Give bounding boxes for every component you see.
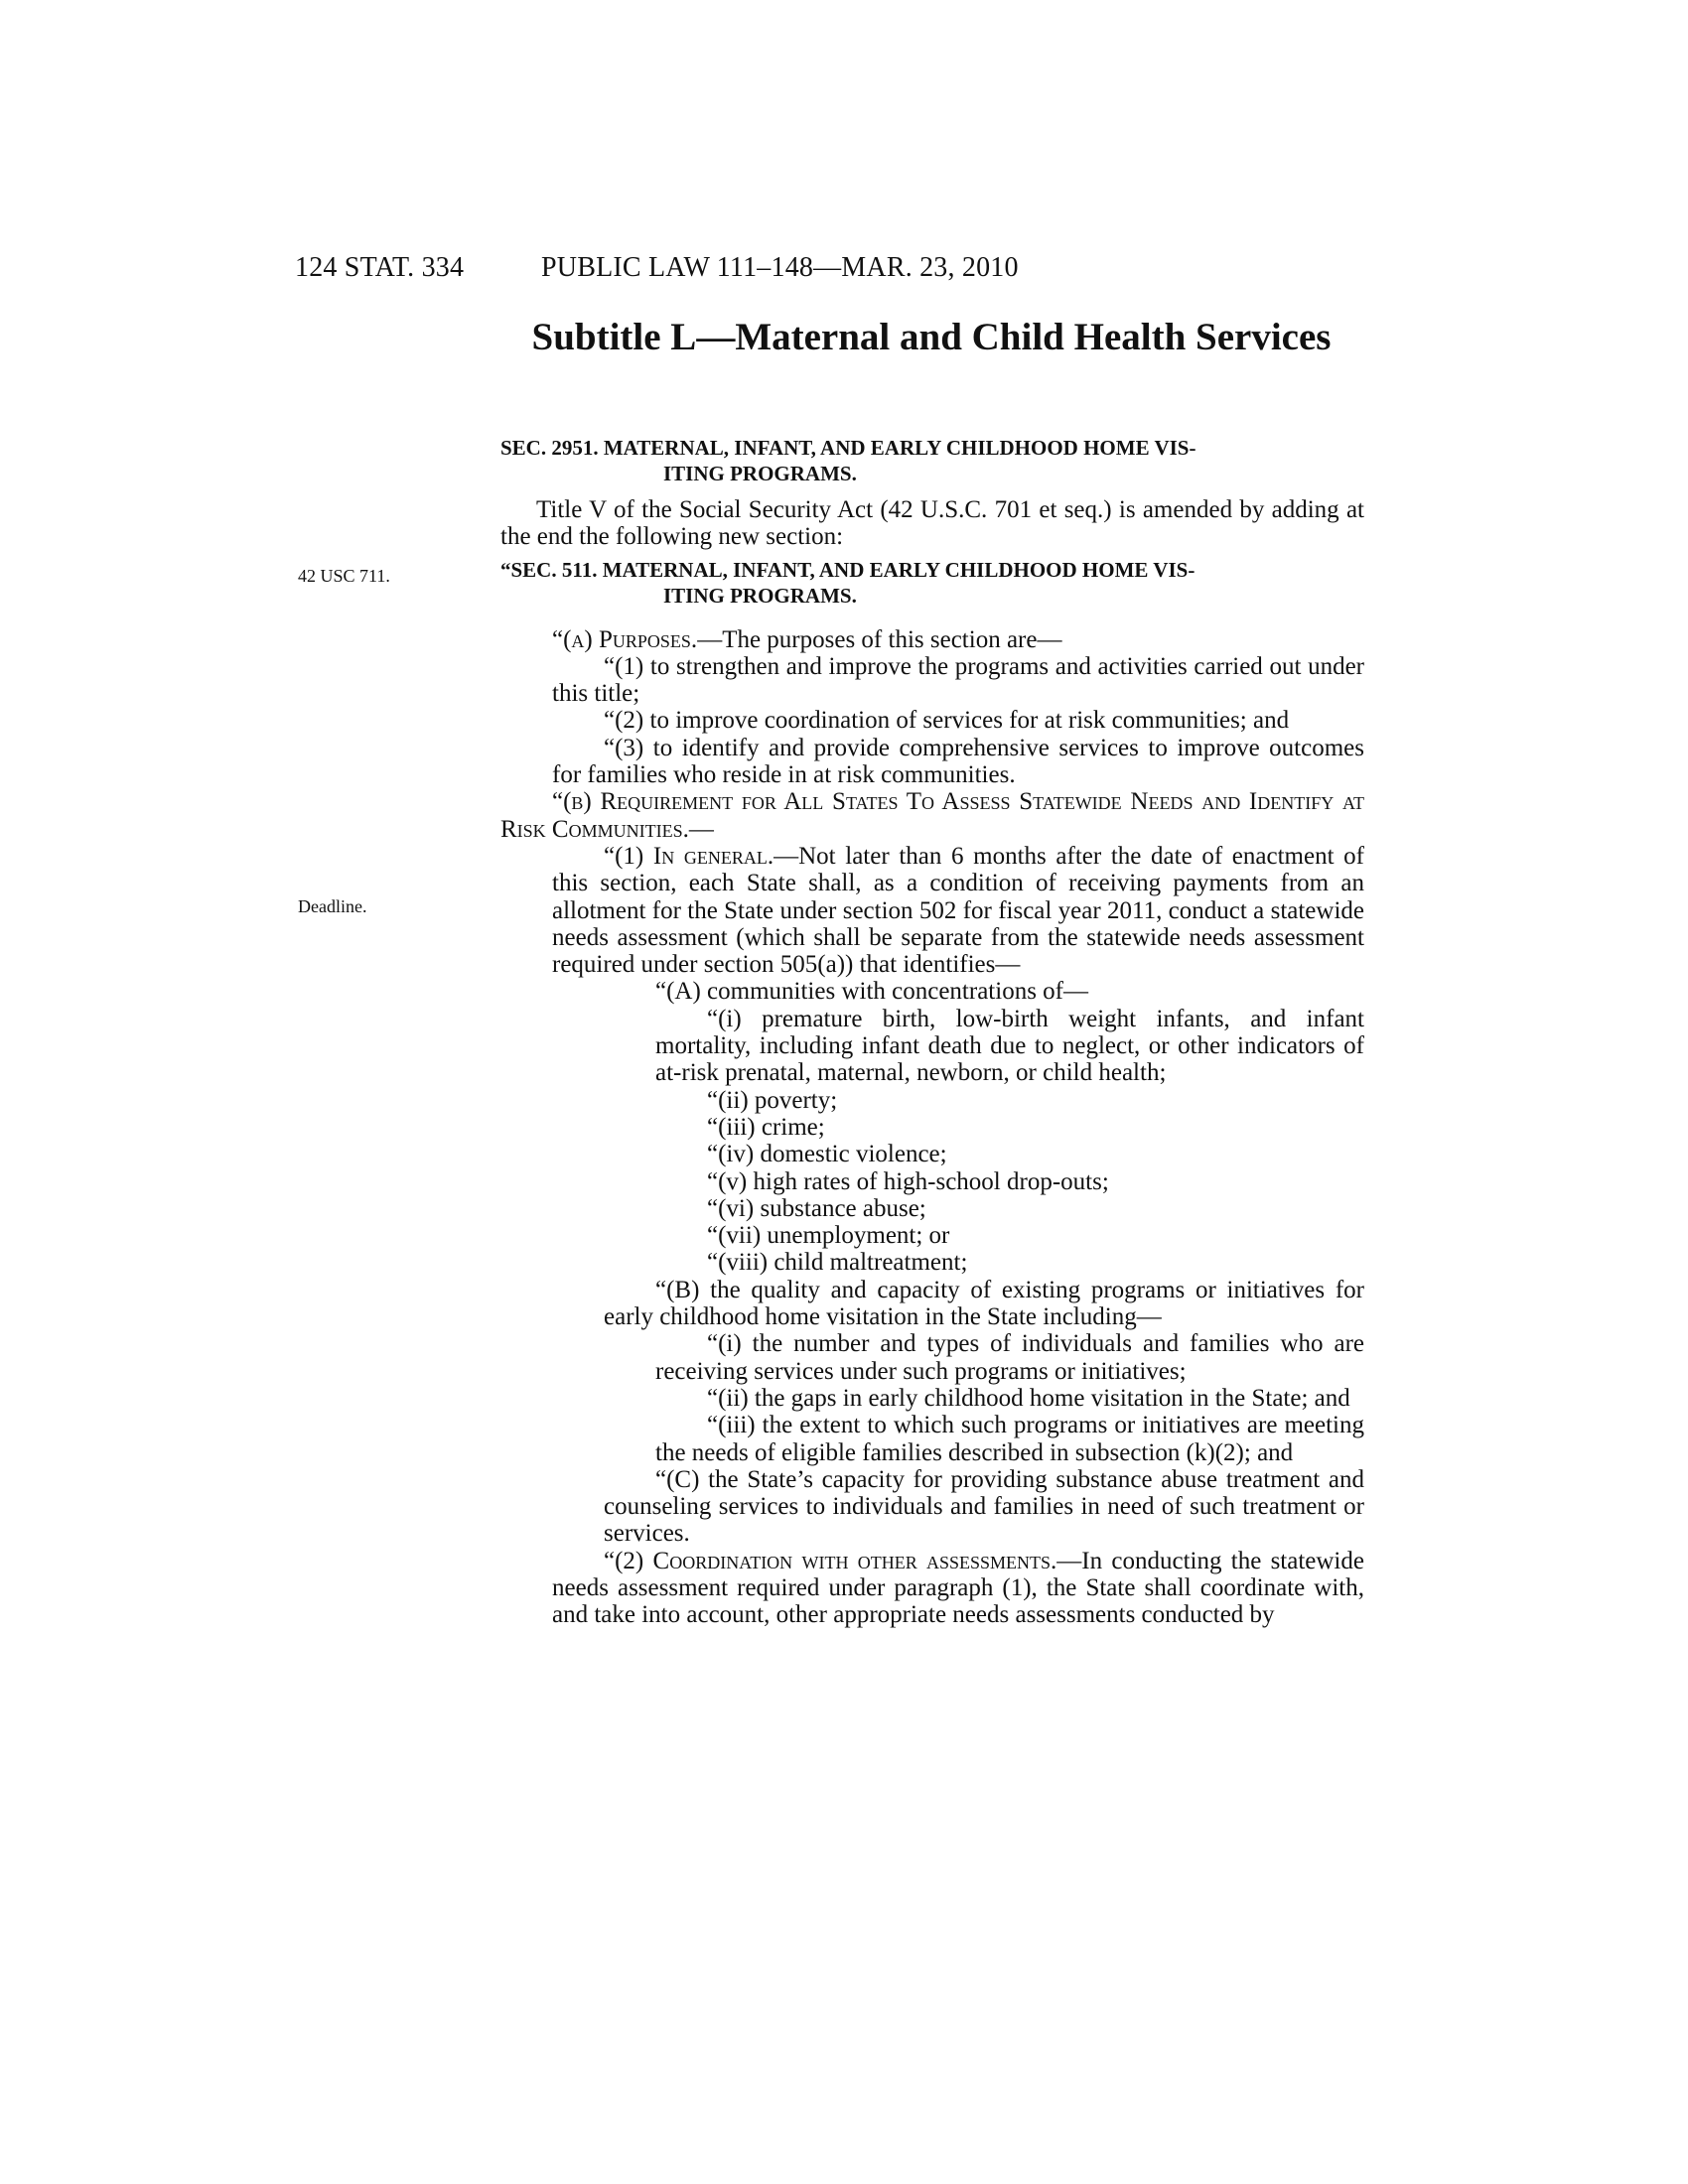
paragraph-b2-text: —In conducting the statewide needs assessment required under paragraph (1), the State shall coordinate with, and take into account, other appropriate needs assessments conducted by [552, 1547, 1364, 1629]
paragraph-b1-heading: “(1) In general. [604, 842, 774, 870]
clause-A-viii: “(viii) child maltreatment; [707, 1249, 968, 1277]
clause-B-iii: “(iii) the extent to which such programs or initiatives are meeting the needs of eligible families described in subsection (k)(2); and [655, 1412, 1364, 1466]
clause-A-v: “(v) high rates of high-school drop-outs; [707, 1167, 1109, 1195]
subparagraph-A: “(A) communities with concentrations of— [655, 978, 1088, 1006]
intro-paragraph: Title V of the Social Security Act (42 U.S.C. 701 et seq.) is amended by adding at the end the following new section: [500, 496, 1364, 551]
clause-A-ii: “(ii) poverty; [707, 1086, 838, 1114]
paragraph-b1 [500, 843, 1364, 978]
paragraph-a3: “(3) to identify and provide comprehensive services to improve outcomes for families who reside in at risk communities. [552, 734, 1364, 789]
subsection-b-heading: “(b) Requirement for All States To Assess Statewide Needs and Identify at Risk Communities.— [500, 788, 1364, 843]
paragraph-a1: “(1) to strengthen and improve the programs and activities carried out under this title; [552, 652, 1364, 708]
paragraph-b2 [500, 1548, 1364, 1629]
paragraph-a2: “(2) to improve coordination of services for at risk communities; and [604, 707, 1290, 735]
document-body [500, 496, 1364, 1629]
section-511-line2: ITING PROGRAMS. [663, 583, 857, 608]
running-header: PUBLIC LAW 111–148—MAR. 23, 2010 [541, 252, 1019, 283]
subsection-a-text: —The purposes of this section are— [697, 625, 1062, 653]
subsection-a-heading: “(a) Purposes. [552, 625, 698, 653]
clause-A-iii: “(iii) crime; [707, 1113, 825, 1141]
page-stat-number: 124 STAT. 334 [295, 252, 465, 283]
margin-note-usc: 42 USC 711. [298, 566, 390, 586]
subparagraph-B: “(B) the quality and capacity of existing programs or initiatives for early childhood home visitation in the State including— [604, 1276, 1364, 1331]
subparagraph-C: “(C) the State’s capacity for providing substance abuse treatment and counseling services to individuals and families in need of such treatment or services. [604, 1465, 1364, 1548]
section-511-line1: “SEC. 511. MATERNAL, INFANT, AND EARLY CHILDHOOD HOME VIS- [500, 557, 1196, 582]
clause-A-iv: “(iv) domestic violence; [707, 1141, 947, 1168]
paragraph-b2-heading: “(2) Coordination with other assessments. [604, 1547, 1057, 1574]
clause-B-ii: “(ii) the gaps in early childhood home visitation in the State; and [707, 1384, 1350, 1412]
subsection-a [500, 626, 1364, 653]
section-2951-line1: SEC. 2951. MATERNAL, INFANT, AND EARLY CHILDHOOD HOME VIS- [500, 436, 1196, 460]
section-2951-line2: ITING PROGRAMS. [663, 462, 857, 485]
clause-A-i: “(i) premature birth, low-birth weight infants, and infant mortality, including infant death due to neglect, or other indicators of at-risk prenatal, maternal, newborn, or child health; [655, 1005, 1364, 1087]
clause-A-vi: “(vi) substance abuse; [707, 1194, 926, 1222]
section-2951-heading [500, 435, 1364, 486]
clause-A-vii: “(vii) unemployment; or [707, 1222, 950, 1250]
subtitle-heading: Subtitle L—Maternal and Child Health Services [531, 316, 1332, 358]
margin-note-deadline: Deadline. [298, 896, 367, 916]
paragraph-b1-text: —Not later than 6 months after the date of enactment of this section, each State shall, as a condition of receiving payments from an allotment for the State under section 502 for fiscal year 2011, conduct a statewide needs assessment (which shall be separate from the statewide needs assessment required under section 505(a)) that identifies— [552, 842, 1364, 979]
section-511-heading [500, 557, 1364, 609]
clause-B-i: “(i) the number and types of individuals and families who are receiving services under such programs or initiatives; [655, 1330, 1364, 1385]
